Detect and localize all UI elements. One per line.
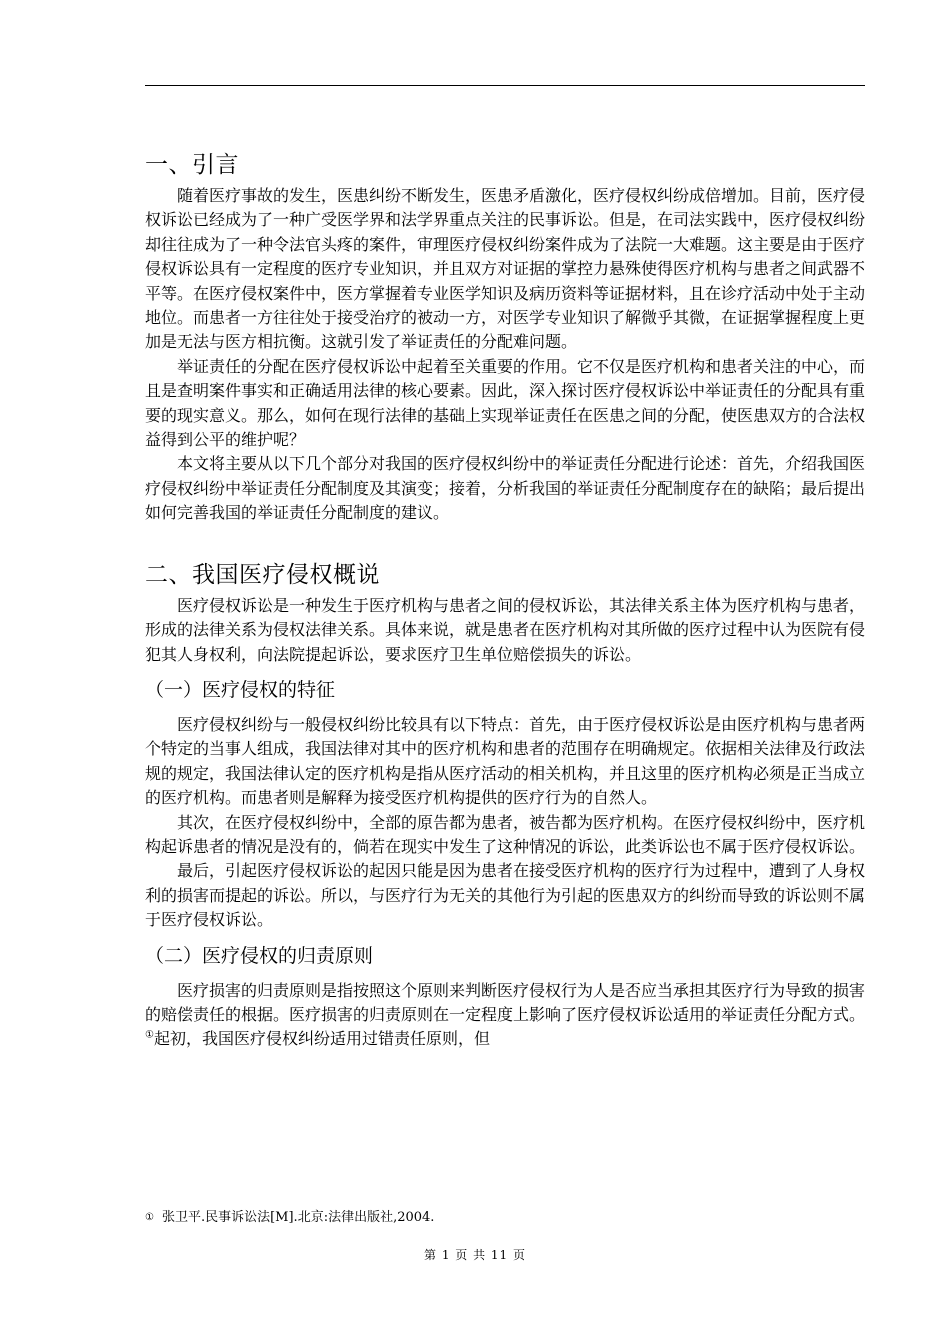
footnote xyxy=(145,1208,865,1228)
subsection-heading-liability-principle: （二）医疗侵权的归责原则 xyxy=(145,944,374,967)
body-paragraph: 举证责任的分配在医疗侵权诉讼中起着至关重要的作用。它不仅是医疗机构和患者关注的中心，而且是查明案件事实和正确适用法律的核心要素。因此，深入探讨医疗侵权诉讼中举证责任的分配具有重要的现实意义。那么，如何在现行法律的基础上实现举证责任在医患之间的分配，使医患双方的合法权益得到公平的维护呢？ xyxy=(145,356,866,450)
body-paragraph: 随着医疗事故的发生，医患纠纷不断发生，医患矛盾激化，医疗侵权纠纷成倍增加。目前，医疗侵权诉讼已经成为了一种广受医学界和法学界重点关注的民事诉讼。但是，在司法实践中，医疗侵权纠纷却往往成为了一种令法官头疼的案件，审理医疗侵权纠纷案件成为了法院一大难题。这主要是由于医疗侵权诉讼具有一定程度的医疗专业知识，并且双方对证据的掌控力悬殊使得医疗机构与患者之间武器不平等。在医疗侵权案件中，医方掌握着专业医学知识及病历资料等证据材料，且在诊疗活动中处于主动地位。而患者一方往往处于接受治疗的被动一方，对医学专业知识了解微乎其微，在证据掌握程度上更加是无法与医方相抗衡。这就引发了举证责任的分配难问题。 xyxy=(145,186,866,352)
footnote-text: 张卫平.民事诉讼法[M].北京:法律出版社,2004. xyxy=(161,1210,435,1225)
section-heading-overview: 二、我国医疗侵权概说 xyxy=(145,561,380,588)
paragraph-text: 起初，我国医疗侵权纠纷适用过错责任原则，但 xyxy=(153,1029,490,1049)
main-content xyxy=(145,148,865,1052)
body-paragraph: 最后，引起医疗侵权诉讼的起因只能是因为患者在接受医疗机构的医疗行为过程中，遭到了人身权利的损害而提起的诉讼。所以，与医疗行为无关的其他行为引起的医患双方的纠纷而导致的诉讼则不属于医疗侵权诉讼。 xyxy=(145,861,866,930)
body-paragraph: 医疗侵权诉讼是一种发生于医疗机构与患者之间的侵权诉讼，其法律关系主体为医疗机构与患者，形成的法律关系为侵权法律关系。具体来说，就是患者在医疗机构对其所做的医疗过程中认为医院有侵犯其人身权利，向法院提起诉讼，要求医疗卫生单位赔偿损失的诉讼。 xyxy=(145,595,866,664)
body-paragraph: 其次，在医疗侵权纠纷中，全部的原告都为患者，被告都为医疗机构。在医疗侵权纠纷中，医疗机构起诉患者的情况是没有的，倘若在现实中发生了这种情况的诉讼，此类诉讼也不属于医疗侵权诉讼。 xyxy=(145,812,866,856)
header-rule xyxy=(145,85,865,86)
body-paragraph-with-note xyxy=(145,979,865,1052)
subsection-heading-characteristics: （一）医疗侵权的特征 xyxy=(145,678,336,701)
footnote-reference[interactable]: ① xyxy=(145,1030,154,1042)
paragraph-text: 医疗损害的归责原则是指按照这个原则来判断医疗侵权行为人是否应当承担其医疗行为导致的损害的赔偿责任的根据。医疗损害的归责原则在一定程度上影响了医疗侵权诉讼适用的举证责任分配方式。 xyxy=(145,980,866,1024)
body-paragraph: 医疗侵权纠纷与一般侵权纠纷比较具有以下特点：首先，由于医疗侵权诉讼是由医疗机构与患者两个特定的当事人组成，我国法律对其中的医疗机构和患者的范围存在明确规定。依据相关法律及行政法规的规定，我国法律认定的医疗机构是指从医疗活动的相关机构，并且这里的医疗机构必须是正当成立的医疗机构。而患者则是解释为接受医疗机构提供的医疗行为的自然人。 xyxy=(145,714,866,808)
page-number: 第 1 页 共 11 页 xyxy=(424,1248,526,1262)
footnote-mark: ① xyxy=(145,1212,154,1223)
body-paragraph: 本文将主要从以下几个部分对我国的医疗侵权纠纷中的举证责任分配进行论述：首先，介绍我国医疗侵权纠纷中举证责任分配制度及其演变；接着，分析我国的举证责任分配制度存在的缺陷；最后提出如何完善我国的举证责任分配制度的建议。 xyxy=(145,454,866,523)
section-heading-introduction: 一、引言 xyxy=(145,152,239,178)
